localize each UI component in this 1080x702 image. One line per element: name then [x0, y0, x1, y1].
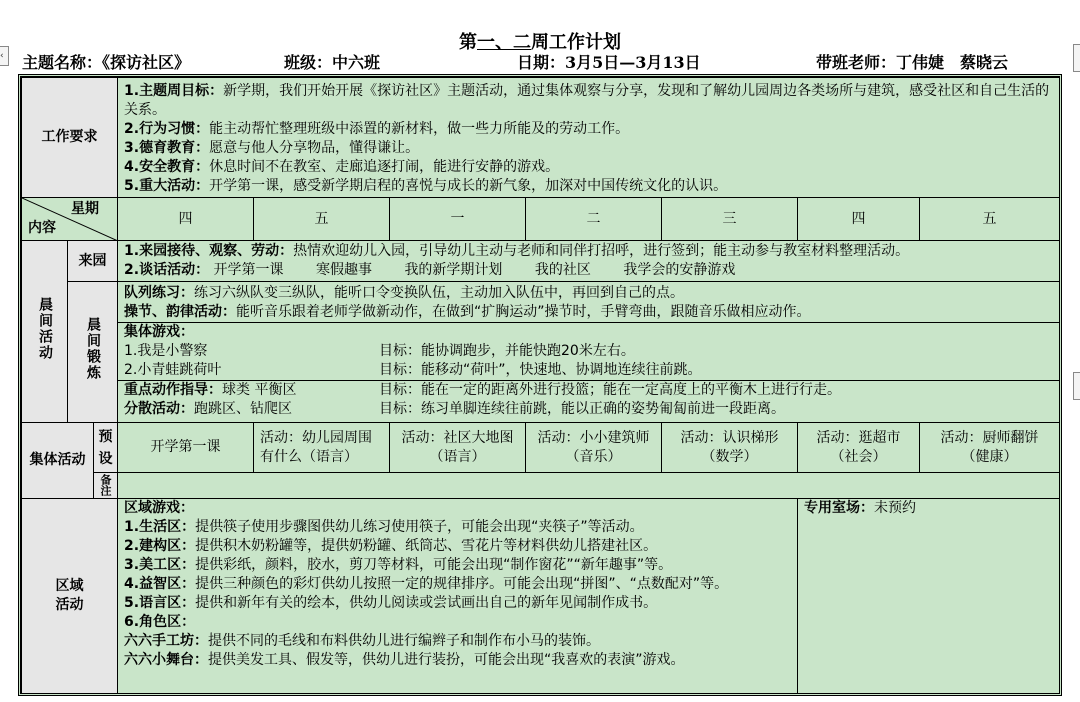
activity-cell: 活动：幼儿园周围 有什么（语言） — [254, 423, 390, 473]
talk-topic: 我的社区 — [534, 262, 591, 278]
activity-cell: 活动：逛超市 （社会） — [798, 423, 920, 473]
class-name: 班级：中六班 — [284, 53, 381, 72]
weekday-cell: 五 — [254, 198, 390, 241]
work-row — [22, 78, 1060, 198]
area-content: 区域游戏： 1.生活区：提供筷子使用步骤图供幼儿练习使用筷子，可能会出现“夹筷子”等活动。 2.建构区：提供积木奶粉罐等，提供奶粉罐、纸筒芯、雪花片等材料供幼儿搭建社区。 3.美工区：提供彩纸，颜料，胶水，剪刀等材料，可能会出现“制作窗花”“新年趣事”等。 4.益智区：提供三种颜色的彩灯供幼儿按照一定的规律排序。可能会出现“拼图”、“点数配对”等。 5.语言区：提供和新年有关的绘本，供幼儿阅读或尝试画出自己的新年见闻制作成书。 6.角色区： 六六手工坊：提供不同的毛线和布料供幼儿进行编辫子和制作布小马的装饰。 六六小舞台：提供美发工具、假发等，供幼儿进行装扮，可能会出现“我喜欢的表演”游戏。 — [118, 499, 798, 694]
area-item: 六六手工坊：提供不同的毛线和布料供幼儿进行编辫子和制作布小马的装饰。 — [124, 633, 601, 649]
weekday-cell: 四 — [798, 198, 920, 241]
header-meta — [22, 50, 1072, 72]
work-content — [118, 78, 1060, 198]
activity-cell: 开学第一课 — [118, 423, 254, 473]
talk-topic: 寒假趣事 — [315, 262, 372, 278]
work-item: 4.安全教育：休息时间不在教室、走廊追逐打闹，能进行安静的游戏。 — [124, 159, 560, 175]
arrival-label: 来园 — [68, 241, 118, 282]
activity-cell: 活动：小小建筑师 （音乐） — [526, 423, 662, 473]
work-item: 5.重大活动：开学第一课，感受新学期启程的喜悦与成长的新气象，加深对中国传统文化的认识。 — [124, 178, 728, 194]
exercise-label: 晨间锻炼 — [68, 282, 118, 423]
weekday-cell: 二 — [526, 198, 662, 241]
exercise-content: 队列练习：练习六纵队变三纵队，能听口令变换队伍，主动加入队伍中，再回到自己的点。 操节、韵律活动：能听音乐跟着老师学做新动作，在做到“扩胸运动”操节时，手臂弯曲，跟随音乐做相应动作。 集体游戏： 1.我是小警察 目标：能协调跑步，并能快跑20米左右。 2.小青蛙跳荷叶 目标：能移动“荷叶”，快速地、协调地连续往前跳。 重点动作指导：球类 平衡区 目标：能在一定的距离外进行投篮；能在一定高度上的平衡木上进行行走。 分散活动：跑跳区、钻爬区 目标：练习单脚连续往前跳，能以正确的姿势匍匐前进一段距离。 — [118, 282, 1060, 423]
activity-cell: 活动：认识梯形 （数学） — [662, 423, 798, 473]
area-item: 6.角色区： — [124, 614, 196, 630]
weekday-cell: 四 — [118, 198, 254, 241]
page-title: 第一、二周工作计划 — [459, 32, 621, 53]
weekday-cell: 五 — [920, 198, 1060, 241]
date-range: 日期：3月5日—3月13日 — [517, 53, 701, 72]
special-room: 专用室场：未预约 — [798, 499, 1060, 694]
area-label: 区域活动 — [22, 499, 118, 694]
activity-cell: 活动：社区大地图 （语言） — [390, 423, 526, 473]
collective-row — [22, 423, 1060, 473]
title-weeks: 一、二 — [477, 32, 531, 53]
talk-topic: 我的新学期计划 — [404, 262, 503, 278]
arrival-content: 1.来园接待、观察、劳动：热情欢迎幼儿入园，引导幼儿主动与老师和同伴打招呼，进行签到；能主动参与教室材料整理活动。 2.谈话活动： 开学第一课 寒假趣事 我的新学期计划 我的社区 我学会的安静游戏 — [118, 241, 1060, 282]
theme-name: 主题名称：《探访社区》 — [22, 53, 191, 72]
work-item: 2.行为习惯：能主动帮忙整理班级中添置的新材料，做一些力所能及的劳动工作。 — [124, 121, 630, 137]
arrival-row — [22, 241, 1060, 282]
note-label: 备注 — [94, 473, 118, 499]
weekday-row — [22, 198, 1060, 241]
right-scroll-handle-bottom[interactable] — [1073, 372, 1080, 400]
area-item: 六六小舞台：提供美发工具、假发等，供幼儿进行装扮，可能会出现“我喜欢的表演”游戏。 — [124, 652, 685, 668]
area-item: 5.语言区：提供和新年有关的绘本，供幼儿阅读或尝试画出自己的新年见闻制作成书。 — [124, 595, 658, 611]
area-item: 4.益智区：提供三种颜色的彩灯供幼儿按照一定的规律排序。可能会出现“拼图”、“点数配对”等。 — [124, 576, 729, 592]
morning-label: 晨间活动 — [22, 241, 68, 423]
area-item: 2.建构区：提供积木奶粉罐等，提供奶粉罐、纸筒芯、雪花片等材料供幼儿搭建社区。 — [124, 538, 658, 554]
chevron-left-icon: ‹ — [0, 51, 4, 61]
plan-table — [21, 77, 1060, 694]
collective-label: 集体活动 — [22, 423, 94, 499]
area-row — [22, 499, 1060, 694]
work-label: 工作要求 — [22, 78, 118, 198]
note-content — [118, 473, 1060, 499]
talk-topic: 我学会的安静游戏 — [623, 262, 736, 278]
work-item: 1.主题周目标：新学期，我们开始开展《探访社区》主题活动，通过集体观察与分享，发现和了解幼儿园周边各类场所与建筑，感受社区和自己生活的关系。 — [124, 83, 1050, 118]
exercise-row — [22, 282, 1060, 423]
game-item: 2.小青蛙跳荷叶 目标：能移动“荷叶”，快速地、协调地连续往前跳。 — [124, 362, 702, 378]
area-item: 3.美工区：提供彩纸，颜料，胶水，剪刀等材料，可能会出现“制作窗花”“新年趣事”等。 — [124, 557, 673, 573]
activity-cell: 活动：厨师翻饼 （健康） — [920, 423, 1060, 473]
weekday-corner: 星期 内容 — [22, 198, 118, 241]
talk-topic: 开学第一课 — [213, 262, 284, 278]
preset-label: 预设 — [94, 423, 118, 473]
weekday-cell: 一 — [390, 198, 526, 241]
plan-sheet — [18, 74, 1062, 696]
note-row — [22, 473, 1060, 499]
teachers: 带班老师：丁伟婕 蔡晓云 — [816, 53, 1009, 72]
game-item: 1.我是小警察 目标：能协调跑步，并能快跑20米左右。 — [124, 343, 635, 359]
work-item: 3.德育教育：愿意与他人分享物品，懂得谦让。 — [124, 140, 420, 156]
area-item: 1.生活区：提供筷子使用步骤图供幼儿练习使用筷子，可能会出现“夹筷子”等活动。 — [124, 519, 644, 535]
weekday-cell: 三 — [662, 198, 798, 241]
